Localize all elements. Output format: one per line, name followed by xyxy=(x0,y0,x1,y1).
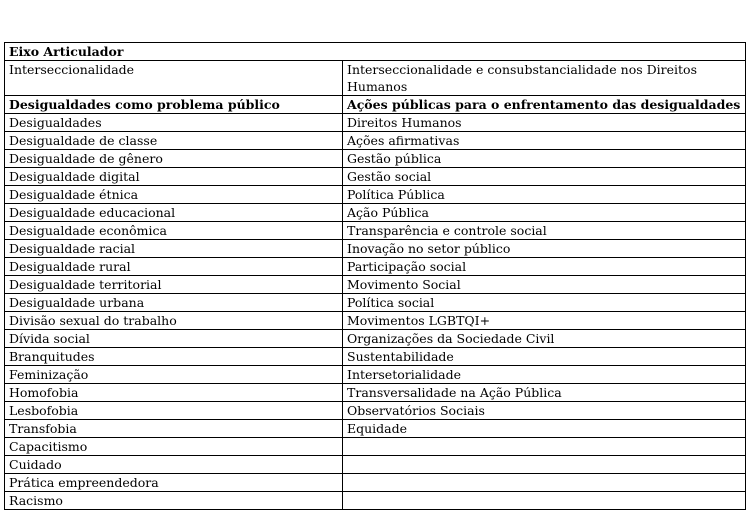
action-cell: Organizações da Sociedade Civil xyxy=(343,330,746,348)
problem-cell: Homofobia xyxy=(5,384,343,402)
table-row xyxy=(5,312,746,330)
action-cell: Gestão social xyxy=(343,168,746,186)
table-row xyxy=(5,384,746,402)
action-cell: Observatórios Sociais xyxy=(343,402,746,420)
table-row xyxy=(5,294,746,312)
action-cell: Direitos Humanos xyxy=(343,114,746,132)
action-cell: Ação Pública xyxy=(343,204,746,222)
table-row xyxy=(5,132,746,150)
problem-cell: Desigualdade de gênero xyxy=(5,150,343,168)
problem-cell: Cuidado xyxy=(5,456,343,474)
header-right: Ações públicas para o enfrentamento das desigualdades xyxy=(343,96,746,114)
action-cell: Movimentos LGBTQI+ xyxy=(343,312,746,330)
problem-cell: Desigualdade étnica xyxy=(5,186,343,204)
problem-cell: Desigualdade rural xyxy=(5,258,343,276)
action-cell: Política Pública xyxy=(343,186,746,204)
action-cell: Transparência e controle social xyxy=(343,222,746,240)
table-row xyxy=(5,114,746,132)
table-row xyxy=(5,456,746,474)
header-row xyxy=(5,96,746,114)
table-row xyxy=(5,204,746,222)
problem-cell: Capacitismo xyxy=(5,438,343,456)
table-row xyxy=(5,276,746,294)
table-row xyxy=(5,258,746,276)
header-left: Desigualdades como problema público xyxy=(5,96,343,114)
action-cell: Ações afirmativas xyxy=(343,132,746,150)
axis-title: Eixo Articulador xyxy=(5,43,746,61)
problem-cell: Desigualdade educacional xyxy=(5,204,343,222)
action-cell xyxy=(343,438,746,456)
table-row xyxy=(5,420,746,438)
table-row xyxy=(5,438,746,456)
problem-cell: Desigualdade urbana xyxy=(5,294,343,312)
action-cell: Inovação no setor público xyxy=(343,240,746,258)
action-cell: Política social xyxy=(343,294,746,312)
action-cell: Intersetorialidade xyxy=(343,366,746,384)
problem-cell: Desigualdade econômica xyxy=(5,222,343,240)
problem-cell: Desigualdade racial xyxy=(5,240,343,258)
problem-cell: Desigualdades xyxy=(5,114,343,132)
action-cell: Movimento Social xyxy=(343,276,746,294)
axis-row xyxy=(5,61,746,96)
action-cell: Sustentabilidade xyxy=(343,348,746,366)
action-cell: Transversalidade na Ação Pública xyxy=(343,384,746,402)
table-row xyxy=(5,150,746,168)
table-row xyxy=(5,168,746,186)
axis-title-row xyxy=(5,43,746,61)
table-row xyxy=(5,492,746,510)
problem-cell: Racismo xyxy=(5,492,343,510)
table-row xyxy=(5,366,746,384)
action-cell: Gestão pública xyxy=(343,150,746,168)
problem-cell: Desigualdade de classe xyxy=(5,132,343,150)
table-row xyxy=(5,330,746,348)
action-cell xyxy=(343,474,746,492)
problem-cell: Divisão sexual do trabalho xyxy=(5,312,343,330)
table-row xyxy=(5,186,746,204)
problem-cell: Dívida social xyxy=(5,330,343,348)
action-cell xyxy=(343,456,746,474)
axis-table xyxy=(4,42,746,510)
table-row xyxy=(5,222,746,240)
problem-cell: Desigualdade digital xyxy=(5,168,343,186)
table-row xyxy=(5,240,746,258)
action-cell xyxy=(343,492,746,510)
axis-left-cell: Interseccionalidade xyxy=(5,61,343,96)
table-row xyxy=(5,474,746,492)
problem-cell: Branquitudes xyxy=(5,348,343,366)
problem-cell: Lesbofobia xyxy=(5,402,343,420)
problem-cell: Transfobia xyxy=(5,420,343,438)
action-cell: Participação social xyxy=(343,258,746,276)
problem-cell: Feminização xyxy=(5,366,343,384)
table-row xyxy=(5,348,746,366)
problem-cell: Desigualdade territorial xyxy=(5,276,343,294)
problem-cell: Prática empreendedora xyxy=(5,474,343,492)
table-row xyxy=(5,402,746,420)
action-cell: Equidade xyxy=(343,420,746,438)
axis-right-cell: Interseccionalidade e consubstancialidade nos Direitos Humanos xyxy=(343,61,746,96)
